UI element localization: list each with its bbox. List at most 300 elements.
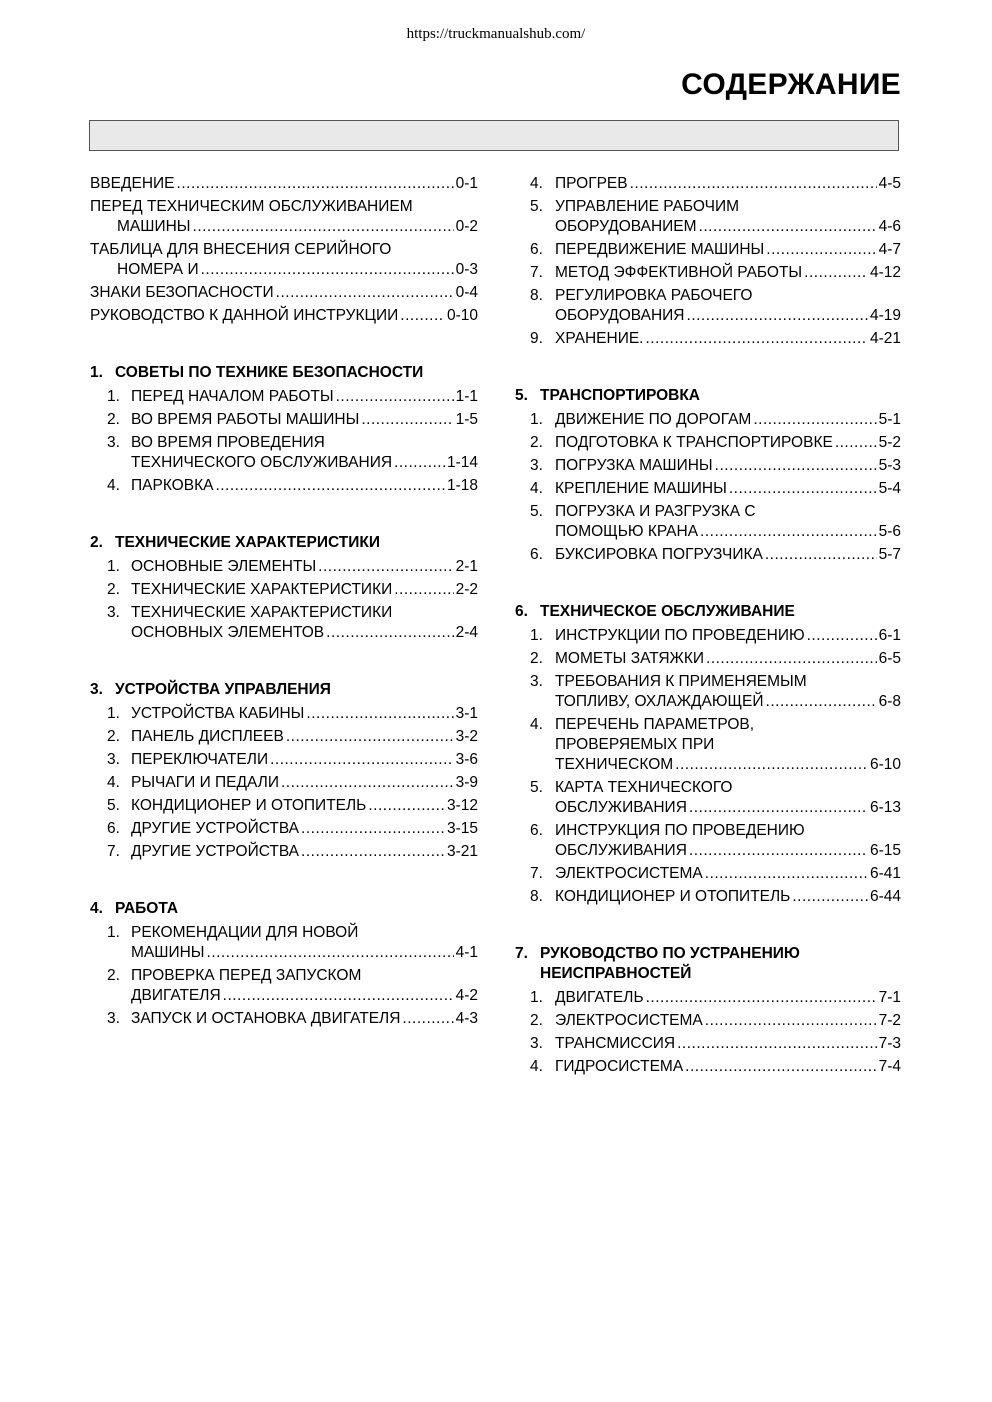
dot-leader xyxy=(270,750,454,770)
entry-line xyxy=(107,433,478,453)
page-number: 6-41 xyxy=(869,865,901,882)
page-number: 3-12 xyxy=(446,797,478,814)
page-number: 6-44 xyxy=(869,888,901,905)
entry-line xyxy=(530,1057,901,1077)
dot-leader xyxy=(336,387,454,407)
entry-line xyxy=(107,557,478,577)
toc-entry[interactable] xyxy=(90,283,478,303)
dot-leader xyxy=(630,174,877,194)
page-number: 7-1 xyxy=(878,989,901,1006)
entry-label: ЗАПУСК И ОСТАНОВКА ДВИГАТЕЛЯ xyxy=(131,1010,401,1027)
entry-number: 5. xyxy=(530,779,543,796)
entry-line xyxy=(530,692,901,712)
entry-line xyxy=(107,410,478,430)
toc-entry[interactable] xyxy=(515,410,901,430)
dot-leader xyxy=(715,456,877,476)
dot-leader xyxy=(753,410,876,430)
entry-label: ТОПЛИВУ, ОХЛАЖДАЮЩЕЙ xyxy=(555,693,764,710)
entry-text: РЕГУЛИРОВКА РАБОЧЕГО xyxy=(555,287,753,304)
toc-entry[interactable] xyxy=(515,240,901,260)
entry-number: 3. xyxy=(107,604,120,621)
dot-leader xyxy=(281,773,454,793)
dot-leader xyxy=(361,410,453,430)
entry-number: 2. xyxy=(107,581,120,598)
toc-entry[interactable] xyxy=(90,557,478,577)
entry-text: КАРТА ТЕХНИЧЕСКОГО xyxy=(555,779,733,796)
entry-label: ТЕХНИЧЕСКОГО ОБСЛУЖИВАНИЯ xyxy=(131,454,393,471)
dot-leader xyxy=(687,306,868,326)
page-number: 6-13 xyxy=(869,799,901,816)
toc-entry[interactable] xyxy=(515,197,901,237)
entry-number: 1. xyxy=(107,558,120,575)
entry-label: НОМЕРА И xyxy=(117,261,199,278)
entry-line xyxy=(530,649,901,669)
page-number: 5-7 xyxy=(878,546,901,563)
section-heading: 7. РУКОВОДСТВО ПО УСТРАНЕНИЮ НЕИСПРАВНОСТЕЙ xyxy=(515,945,800,982)
dot-leader xyxy=(646,329,868,349)
page-number: 0-2 xyxy=(455,218,478,235)
dot-leader xyxy=(689,841,868,861)
entry-label: ОСНОВНЫХ ЭЛЕМЕНТОВ xyxy=(131,624,325,641)
dot-leader xyxy=(306,704,453,724)
toc-entry[interactable] xyxy=(515,821,901,861)
dot-leader xyxy=(646,988,877,1008)
page-number: 3-2 xyxy=(455,728,478,745)
entry-label: РУКОВОДСТВО К ДАННОЙ ИНСТРУКЦИИ xyxy=(90,307,399,324)
entry-number: 4. xyxy=(530,480,543,497)
toc-entry[interactable] xyxy=(515,174,901,194)
page-number: 1-5 xyxy=(455,411,478,428)
toc-entry[interactable] xyxy=(90,410,478,430)
page-number: 7-3 xyxy=(878,1035,901,1052)
page-number: 2-4 xyxy=(455,624,478,641)
page-number: 4-7 xyxy=(878,241,901,258)
entry-label: ОБОРУДОВАНИЯ xyxy=(555,307,685,324)
entry-label: КРЕПЛЕНИЕ МАШИНЫ xyxy=(555,480,727,497)
entry-text: ТАБЛИЦА ДЛЯ ВНЕСЕНИЯ СЕРИЙНОГО xyxy=(90,241,392,258)
entry-label: ОБСЛУЖИВАНИЯ xyxy=(555,799,687,816)
page-number: 3-21 xyxy=(446,843,478,860)
entry-text: ПРОВЕРЯЕМЫХ ПРИ xyxy=(555,736,715,753)
toc-entry[interactable] xyxy=(515,778,901,818)
entry-line xyxy=(107,476,478,496)
entry-label: ПЕРЕД НАЧАЛОМ РАБОТЫ xyxy=(131,388,334,405)
entry-text: ПЕРЕД ТЕХНИЧЕСКИМ ОБСЛУЖИВАНИЕМ xyxy=(90,198,413,215)
toc-entry[interactable] xyxy=(90,387,478,407)
entry-label: ПАНЕЛЬ ДИСПЛЕЕВ xyxy=(131,728,284,745)
toc-entry[interactable] xyxy=(515,649,901,669)
entry-line xyxy=(530,479,901,499)
entry-label: КОНДИЦИОНЕР И ОТОПИТЕЛЬ xyxy=(555,888,791,905)
page-number: 5-3 xyxy=(878,457,901,474)
toc-entry[interactable] xyxy=(515,502,901,542)
dot-leader xyxy=(685,1057,876,1077)
dot-leader xyxy=(700,522,877,542)
entry-line xyxy=(90,197,478,217)
entry-line xyxy=(530,456,901,476)
dot-leader xyxy=(835,433,877,453)
toc-section-3 xyxy=(90,680,478,862)
toc-entry[interactable] xyxy=(90,580,478,600)
entry-line xyxy=(90,217,478,237)
section-heading: 5. ТРАНСПОРТИРОВКА xyxy=(515,387,701,404)
entry-line xyxy=(530,286,901,306)
toc-entry[interactable] xyxy=(515,433,901,453)
entry-number: 1. xyxy=(107,924,120,941)
entry-text: РЕКОМЕНДАЦИИ ДЛЯ НОВОЙ xyxy=(131,924,359,941)
toc-entry[interactable] xyxy=(90,819,478,839)
page-number: 1-14 xyxy=(446,454,478,471)
page-number: 0-4 xyxy=(455,284,478,301)
dot-leader xyxy=(286,727,454,747)
entry-label: ДВИГАТЕЛЬ xyxy=(555,989,644,1006)
dot-leader xyxy=(804,263,868,283)
entry-line xyxy=(530,1011,901,1031)
dot-leader xyxy=(318,557,453,577)
entry-line xyxy=(90,240,478,260)
toc-section-4-continued xyxy=(515,174,901,349)
entry-line xyxy=(107,387,478,407)
toc-entry[interactable] xyxy=(90,727,478,747)
toc-section-5 xyxy=(515,386,901,565)
entry-label: ПЕРЕДВИЖЕНИЕ МАШИНЫ xyxy=(555,241,765,258)
entry-text: ТЕХНИЧЕСКИЕ ХАРАКТЕРИСТИКИ xyxy=(131,604,393,621)
entry-label: ТЕХНИЧЕСКИЕ ХАРАКТЕРИСТИКИ xyxy=(131,581,393,598)
entry-label: ДВИГАТЕЛЯ xyxy=(131,987,221,1004)
entry-line xyxy=(530,626,901,646)
dot-leader xyxy=(675,755,868,775)
entry-number: 1. xyxy=(107,388,120,405)
page-number: 1-1 xyxy=(455,388,478,405)
toc-intro xyxy=(90,174,478,326)
page-number: 3-15 xyxy=(446,820,478,837)
dot-leader xyxy=(766,692,877,712)
entry-label: ПОДГОТОВКА К ТРАНСПОРТИРОВКЕ xyxy=(555,434,833,451)
toc-section-7 xyxy=(515,944,901,1077)
entry-line xyxy=(530,735,901,755)
page-number: 6-5 xyxy=(878,650,901,667)
dot-leader xyxy=(207,943,454,963)
entry-number: 5. xyxy=(530,198,543,215)
dot-leader xyxy=(689,798,868,818)
toc-section-6 xyxy=(515,602,901,907)
section-heading: 1. СОВЕТЫ ПО ТЕХНИКЕ БЕЗОПАСНОСТИ xyxy=(90,364,424,381)
entry-line xyxy=(530,306,901,326)
entry-number: 8. xyxy=(530,287,543,304)
entry-number: 4. xyxy=(530,716,543,733)
entry-line xyxy=(90,260,478,280)
dot-leader xyxy=(766,240,876,260)
toc-entry[interactable] xyxy=(515,456,901,476)
entry-number: 2. xyxy=(107,967,120,984)
entry-label: РЫЧАГИ И ПЕДАЛИ xyxy=(131,774,279,791)
toc-entry[interactable] xyxy=(90,306,478,326)
entry-text: ПЕРЕЧЕНЬ ПАРАМЕТРОВ, xyxy=(555,716,755,733)
section-heading: 6. ТЕХНИЧЕСКОЕ ОБСЛУЖИВАНИЕ xyxy=(515,603,795,620)
entry-line xyxy=(90,174,478,194)
entry-line xyxy=(107,1009,478,1029)
entry-label: ПРОГРЕВ xyxy=(555,175,628,192)
page-number: 4-19 xyxy=(869,307,901,324)
toc-entry[interactable] xyxy=(515,479,901,499)
entry-line xyxy=(530,715,901,735)
entry-number: 6. xyxy=(530,822,543,839)
entry-label: ПОГРУЗКА МАШИНЫ xyxy=(555,457,713,474)
dot-leader xyxy=(729,479,877,499)
toc-entry[interactable] xyxy=(515,715,901,775)
entry-number: 3. xyxy=(530,457,543,474)
entry-text: ТРЕБОВАНИЯ К ПРИМЕНЯЕМЫМ xyxy=(555,673,807,690)
entry-line xyxy=(530,841,901,861)
entry-number: 2. xyxy=(107,728,120,745)
dot-leader xyxy=(706,649,877,669)
dot-leader xyxy=(394,453,445,473)
entry-text: ПОГРУЗКА И РАЗГРУЗКА С xyxy=(555,503,756,520)
dot-leader xyxy=(402,1009,453,1029)
page-number: 4-2 xyxy=(455,987,478,1004)
toc-entry[interactable] xyxy=(515,864,901,884)
entry-number: 9. xyxy=(530,330,543,347)
entry-line xyxy=(530,798,901,818)
entry-number: 1. xyxy=(530,989,543,1006)
page-number: 4-6 xyxy=(878,218,901,235)
entry-label: ХРАНЕНИЕ. xyxy=(555,330,644,347)
page-number: 2-2 xyxy=(455,581,478,598)
toc-entry[interactable] xyxy=(90,773,478,793)
toc-entry[interactable] xyxy=(90,1009,478,1029)
toc-entry[interactable] xyxy=(90,842,478,862)
entry-line xyxy=(530,672,901,692)
toc-right-column xyxy=(515,174,901,1080)
entry-line xyxy=(107,704,478,724)
entry-number: 6. xyxy=(530,546,543,563)
entry-line xyxy=(530,755,901,775)
entry-label: ДРУГИЕ УСТРОЙСТВА xyxy=(131,820,300,837)
entry-label: ВО ВРЕМЯ РАБОТЫ МАШИНЫ xyxy=(131,411,360,428)
dot-leader xyxy=(276,283,454,303)
entry-number: 7. xyxy=(530,865,543,882)
entry-line xyxy=(530,502,901,522)
dot-leader xyxy=(301,819,445,839)
entry-label: МАШИНЫ xyxy=(131,944,205,961)
entry-line xyxy=(530,263,901,283)
toc-left-column xyxy=(90,174,478,1032)
entry-line xyxy=(107,750,478,770)
entry-label: ЗНАКИ БЕЗОПАСНОСТИ xyxy=(90,284,274,301)
page-number: 5-6 xyxy=(878,523,901,540)
toc-entry[interactable] xyxy=(90,197,478,237)
entry-label: ЭЛЕКТРОСИСТЕМА xyxy=(555,1012,703,1029)
entry-line xyxy=(107,923,478,943)
page-number: 0-10 xyxy=(446,307,478,324)
toc-entry[interactable] xyxy=(515,286,901,326)
toc-section-2 xyxy=(90,533,478,643)
page-number: 4-5 xyxy=(878,175,901,192)
entry-label: МЕТОД ЭФФЕКТИВНОЙ РАБОТЫ xyxy=(555,264,803,281)
toc-entry[interactable] xyxy=(515,988,901,1008)
page-number: 3-1 xyxy=(455,705,478,722)
page-number: 6-8 xyxy=(878,693,901,710)
entry-line xyxy=(107,943,478,963)
entry-line xyxy=(530,410,901,430)
entry-line xyxy=(530,329,901,349)
entry-label: ДВИЖЕНИЕ ПО ДОРОГАМ xyxy=(555,411,752,428)
dot-leader xyxy=(223,986,454,1006)
entry-label: ПОМОЩЬЮ КРАНА xyxy=(555,523,699,540)
section-heading: 4. РАБОТА xyxy=(90,900,179,917)
entry-label: УСТРОЙСТВА КАБИНЫ xyxy=(131,705,305,722)
entry-number: 6. xyxy=(107,820,120,837)
entry-line xyxy=(530,433,901,453)
dot-leader xyxy=(705,1011,877,1031)
toc-entry[interactable] xyxy=(515,626,901,646)
entry-number: 4. xyxy=(530,175,543,192)
dot-leader xyxy=(201,260,454,280)
toc-entry[interactable] xyxy=(90,603,478,643)
entry-text: ИНСТРУКЦИЯ ПО ПРОВЕДЕНИЮ xyxy=(555,822,805,839)
entry-number: 3. xyxy=(107,1010,120,1027)
entry-label: ДРУГИЕ УСТРОЙСТВА xyxy=(131,843,300,860)
entry-label: МАШИНЫ xyxy=(117,218,191,235)
dot-leader xyxy=(705,864,868,884)
page-number: 0-1 xyxy=(455,175,478,192)
entry-line xyxy=(90,283,478,303)
entry-number: 2. xyxy=(530,650,543,667)
page-number: 2-1 xyxy=(455,558,478,575)
page-number: 4-3 xyxy=(455,1010,478,1027)
toc-entry[interactable] xyxy=(515,887,901,907)
dot-leader xyxy=(792,887,868,907)
page-number: 0-3 xyxy=(455,261,478,278)
entry-line xyxy=(107,986,478,1006)
entry-number: 7. xyxy=(107,843,120,860)
entry-line xyxy=(530,217,901,237)
dot-leader xyxy=(677,1034,876,1054)
page-number: 6-15 xyxy=(869,842,901,859)
entry-number: 4. xyxy=(107,774,120,791)
toc-entry[interactable] xyxy=(90,796,478,816)
entry-line xyxy=(530,545,901,565)
entry-label: КОНДИЦИОНЕР И ОТОПИТЕЛЬ xyxy=(131,797,367,814)
dot-leader xyxy=(193,217,454,237)
entry-number: 5. xyxy=(530,503,543,520)
toc-entry[interactable] xyxy=(90,750,478,770)
entry-line xyxy=(107,580,478,600)
entry-number: 1. xyxy=(530,627,543,644)
entry-number: 2. xyxy=(107,411,120,428)
page-title: СОДЕРЖАНИЕ xyxy=(681,68,901,101)
entry-line xyxy=(530,522,901,542)
toc-entry[interactable] xyxy=(90,704,478,724)
toc-entry[interactable] xyxy=(90,433,478,473)
toc-entry[interactable] xyxy=(90,240,478,280)
toc-entry[interactable] xyxy=(515,1034,901,1054)
page-number: 7-4 xyxy=(878,1058,901,1075)
entry-number: 3. xyxy=(107,434,120,451)
dot-leader xyxy=(400,306,445,326)
dot-leader xyxy=(699,217,877,237)
page-number: 6-10 xyxy=(869,756,901,773)
entry-number: 3. xyxy=(530,1035,543,1052)
toc-entry[interactable] xyxy=(515,672,901,712)
entry-label: ТЕХНИЧЕСКОМ xyxy=(555,756,674,773)
entry-line xyxy=(530,821,901,841)
entry-text: ПРОВЕРКА ПЕРЕД ЗАПУСКОМ xyxy=(131,967,362,984)
entry-line xyxy=(530,778,901,798)
toc-entry[interactable] xyxy=(515,329,901,349)
toc-entry[interactable] xyxy=(515,1057,901,1077)
toc-entry[interactable] xyxy=(515,545,901,565)
entry-number: 3. xyxy=(530,673,543,690)
header-bar xyxy=(89,120,899,151)
entry-number: 4. xyxy=(530,1058,543,1075)
entry-label: ПЕРЕКЛЮЧАТЕЛИ xyxy=(131,751,269,768)
page-number: 5-4 xyxy=(878,480,901,497)
entry-line xyxy=(530,1034,901,1054)
dot-leader xyxy=(326,623,453,643)
entry-number: 8. xyxy=(530,888,543,905)
entry-label: ОСНОВНЫЕ ЭЛЕМЕНТЫ xyxy=(131,558,317,575)
section-heading: 3. УСТРОЙСТВА УПРАВЛЕНИЯ xyxy=(90,681,331,698)
dot-leader xyxy=(177,174,454,194)
entry-number: 1. xyxy=(107,705,120,722)
toc-section-1 xyxy=(90,363,478,496)
entry-number: 5. xyxy=(107,797,120,814)
entry-label: ТРАНСМИССИЯ xyxy=(555,1035,676,1052)
dot-leader xyxy=(301,842,445,862)
entry-line xyxy=(107,842,478,862)
source-url[interactable]: https://truckmanualshub.com/ xyxy=(406,26,586,42)
entry-number: 1. xyxy=(530,411,543,428)
page-number: 6-1 xyxy=(878,627,901,644)
page-number: 4-21 xyxy=(869,330,901,347)
page-number: 5-2 xyxy=(878,434,901,451)
entry-line xyxy=(107,796,478,816)
entry-label: МОМЕТЫ ЗАТЯЖКИ xyxy=(555,650,705,667)
dot-leader xyxy=(765,545,877,565)
entry-line xyxy=(107,727,478,747)
toc-entry[interactable] xyxy=(90,966,478,1006)
dot-leader xyxy=(215,476,445,496)
toc-section-4 xyxy=(90,899,478,1029)
entry-label: ЭЛЕКТРОСИСТЕМА xyxy=(555,865,703,882)
entry-line xyxy=(90,306,478,326)
page-number: 1-18 xyxy=(446,477,478,494)
entry-line xyxy=(530,174,901,194)
entry-number: 7. xyxy=(530,264,543,281)
page-number: 3-9 xyxy=(455,774,478,791)
page-number: 4-1 xyxy=(455,944,478,961)
toc-entry[interactable] xyxy=(515,1011,901,1031)
toc-entry[interactable] xyxy=(90,476,478,496)
toc-entry[interactable] xyxy=(90,923,478,963)
entry-label: ОБСЛУЖИВАНИЯ xyxy=(555,842,687,859)
entry-line xyxy=(107,453,478,473)
toc-entry[interactable] xyxy=(90,174,478,194)
entry-number: 2. xyxy=(530,434,543,451)
toc-entry[interactable] xyxy=(515,263,901,283)
entry-line xyxy=(107,603,478,623)
entry-line xyxy=(530,240,901,260)
entry-label: БУКСИРОВКА ПОГРУЗЧИКА xyxy=(555,546,763,563)
entry-text: ВО ВРЕМЯ ПРОВЕДЕНИЯ xyxy=(131,434,325,451)
entry-line xyxy=(530,864,901,884)
page-number: 4-12 xyxy=(869,264,901,281)
dot-leader xyxy=(368,796,445,816)
entry-label: ПАРКОВКА xyxy=(131,477,214,494)
entry-label: ВВЕДЕНИЕ xyxy=(90,175,175,192)
entry-line xyxy=(530,887,901,907)
